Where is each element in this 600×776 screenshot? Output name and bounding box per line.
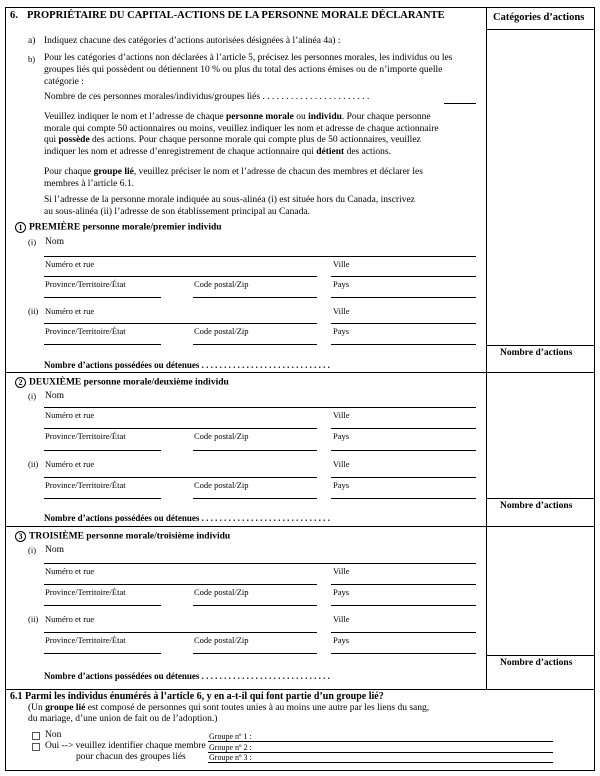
entity-1-shares-label: Nombre d’actions possédées ou détenues . . . . . . . . . . . . . . . . . . . . . . . . . . . . .: [44, 360, 330, 370]
entity-3-code-label: Code postal/Zip: [194, 587, 249, 597]
entity-3-pays-label: Pays: [333, 587, 350, 597]
entity-1-province2-field[interactable]: [44, 344, 161, 345]
groupe1-field[interactable]: [208, 741, 553, 742]
entity-3-pays-field[interactable]: [331, 605, 476, 606]
non-label: Non: [45, 730, 62, 740]
categories-header: Catégories d’actions: [493, 12, 585, 23]
entity-3-rue2-label: Numéro et rue: [45, 614, 95, 624]
entity-1-ii-marker: (ii): [28, 306, 39, 316]
section-61-line3: du mariage, d’une union de fait ou de l’adoption.): [28, 714, 218, 724]
entity-2-shares-divider: [486, 498, 595, 499]
entity-1-province2-label: Province/Territoire/État: [45, 326, 126, 336]
entity-3-bottom: [5, 689, 595, 690]
entity-3-ville-field[interactable]: [331, 584, 476, 585]
oui-label-line2: pour chacun des groupes liés: [76, 752, 186, 762]
entity-3-pays2-field[interactable]: [331, 653, 476, 654]
entity-1-rue2-field[interactable]: [44, 323, 317, 324]
entity-3-nom-field[interactable]: [44, 563, 476, 564]
entity-2-ville-label: Ville: [333, 410, 350, 420]
entity-3-ville-label: Ville: [333, 566, 350, 576]
entity-2-shares-label: Nombre d’actions possédées ou détenues . . . . . . . . . . . . . . . . . . . . . . . . . . . . .: [44, 513, 330, 523]
entity-2-code-field[interactable]: [193, 450, 317, 451]
entity-1-ville-field[interactable]: [331, 276, 476, 277]
entity-1-rue-label: Numéro et rue: [45, 259, 95, 269]
item-b-line1: Pour les catégories d’actions non déclarées à l’article 5, précisez les personnes morales, les individus ou les: [44, 53, 453, 63]
entity-1-shares-divider: [486, 345, 595, 346]
entity-2-ii-marker: (ii): [28, 459, 39, 469]
section-61-line2: (Un groupe lié est composé de personnes qui sont toutes unies à au moins une autre par les liens du sang,: [28, 703, 430, 713]
groupe2-label: Groupe nº 2 :: [209, 743, 252, 752]
entity-3-ville2-label: Ville: [333, 614, 350, 624]
entity-3-province2-field[interactable]: [44, 653, 161, 654]
entity-2-rue2-field[interactable]: [44, 477, 317, 478]
entity-2-rue2-label: Numéro et rue: [45, 459, 95, 469]
entity-2-province2-field[interactable]: [44, 498, 161, 499]
entity-2-nom-field[interactable]: [44, 407, 476, 408]
item-b-line2: groupes liés qui possèdent ou détiennent 10 % ou plus du total des actions émises ou de n’importe quelle: [44, 65, 443, 75]
entity-1-ville-label: Ville: [333, 259, 350, 269]
entity-1-nom-field[interactable]: [44, 256, 476, 257]
entity-2-rue-field[interactable]: [44, 428, 317, 429]
entity-1-rue2-label: Numéro et rue: [45, 306, 95, 316]
entity-1-province-field[interactable]: [44, 297, 161, 298]
entity-1-title: 1 PREMIÈRE personne morale/premier individu: [15, 222, 222, 234]
entity-2-bottom: [5, 526, 595, 527]
entity-1-bottom: [5, 372, 595, 373]
instructions-para2: Pour chaque groupe lié, veuillez préciser le nom et l’adresse de chacun des membres et déclarer les membres à l’article 6.1.: [44, 167, 423, 189]
instructions-para1: Veuillez indiquer le nom et l’adresse de chaque personne morale ou individu. Pour chaque personne morale qui compte 50 actionnaires ou moins, veuillez indiquer les nom et adresse de chaque actionnaire qui possède des actions. Pour chaque personne morale qui compte plus de 50 actionnaires, veuillez indiquer les nom et adresse d’enregistrement de chaque actionnaire qui détient des actions.: [44, 112, 439, 157]
entity-1-pays2-label: Pays: [333, 326, 350, 336]
entity-2-province-field[interactable]: [44, 450, 161, 451]
entity-3-shares-label: Nombre d’actions possédées ou détenues . . . . . . . . . . . . . . . . . . . . . . . . . . . . .: [44, 671, 330, 681]
item-b-count-field[interactable]: [444, 103, 476, 104]
entity-3-rue-label: Numéro et rue: [45, 566, 95, 576]
entity-2-pays2-field[interactable]: [331, 498, 476, 499]
instructions-para3: Si l’adresse de la personne morale indiquée au sous-alinéa (i) est située hors du Canada, inscrivez au sous-alinéa (ii) l’adresse de son établissement principal au Canada.: [44, 195, 415, 217]
entity-3-nom-label: Nom: [45, 545, 64, 555]
categories-column-divider: [486, 7, 487, 690]
non-checkbox[interactable]: [32, 732, 40, 740]
circled-number-icon: 3: [15, 531, 26, 542]
groupe2-field[interactable]: [208, 752, 553, 753]
oui-label: Oui --> veuillez identifier chaque membre: [45, 741, 206, 751]
entity-3-ii-marker: (ii): [28, 614, 39, 624]
item-b-marker: b): [28, 54, 36, 64]
entity-3-pays2-label: Pays: [333, 635, 350, 645]
entity-2-code2-field[interactable]: [193, 498, 317, 499]
categories-header-divider: [486, 29, 595, 30]
entity-2-ville2-label: Ville: [333, 459, 350, 469]
entity-3-title: 3 TROISIÈME personne morale/troisième individu: [15, 531, 230, 543]
entity-1-code-field[interactable]: [193, 297, 317, 298]
circled-number-icon: 2: [15, 377, 26, 388]
entity-1-rue-field[interactable]: [44, 276, 317, 277]
entity-2-pays-label: Pays: [333, 431, 350, 441]
entity-1-pays2-field[interactable]: [331, 344, 476, 345]
entity-1-code-label: Code postal/Zip: [194, 279, 249, 289]
item-b-line3: catégorie :: [44, 77, 84, 87]
entity-1-ville2-field[interactable]: [331, 323, 476, 324]
entity-1-province-label: Province/Territoire/État: [45, 279, 126, 289]
entity-1-nom-label: Nom: [45, 237, 64, 247]
groupe1-label: Groupe nº 1 :: [209, 732, 252, 741]
section-title: PROPRIÉTAIRE DU CAPITAL-ACTIONS DE LA PERSONNE MORALE DÉCLARANTE: [27, 10, 445, 21]
entity-2-ville2-field[interactable]: [331, 477, 476, 478]
item-a-text: Indiquez chacune des catégories d’actions autorisées désignées à l’alinéa 4a) :: [44, 36, 341, 46]
entity-2-code-label: Code postal/Zip: [194, 431, 249, 441]
entity-3-shares-header: Nombre d’actions: [500, 658, 573, 668]
entity-2-province2-label: Province/Territoire/État: [45, 480, 126, 490]
entity-3-rue2-field[interactable]: [44, 632, 317, 633]
entity-3-code2-label: Code postal/Zip: [194, 635, 249, 645]
entity-3-code-field[interactable]: [193, 605, 317, 606]
groupe3-field[interactable]: [208, 762, 553, 763]
entity-1-ville2-label: Ville: [333, 306, 350, 316]
entity-3-rue-field[interactable]: [44, 584, 317, 585]
entity-2-province-label: Province/Territoire/État: [45, 431, 126, 441]
item-a-marker: a): [28, 36, 36, 46]
entity-1-shares-header: Nombre d’actions: [500, 348, 573, 358]
entity-1-code2-field[interactable]: [193, 344, 317, 345]
oui-checkbox[interactable]: [32, 743, 40, 751]
entity-1-pays-field[interactable]: [331, 297, 476, 298]
entity-3-ville2-field[interactable]: [331, 632, 476, 633]
entity-2-ville-field[interactable]: [331, 428, 476, 429]
item-b-count-label: Nombre de ces personnes morales/individus/groupes liés . . . . . . . . . . . . . . . . . . . . . . .: [44, 92, 370, 102]
section-number: 6.: [10, 10, 18, 21]
entity-2-rue-label: Numéro et rue: [45, 410, 95, 420]
entity-2-nom-label: Nom: [45, 391, 64, 401]
groupe3-label: Groupe nº 3 :: [209, 753, 252, 762]
circled-number-icon: 1: [15, 222, 26, 233]
entity-2-code2-label: Code postal/Zip: [194, 480, 249, 490]
entity-1-code2-label: Code postal/Zip: [194, 326, 249, 336]
entity-3-province-label: Province/Territoire/État: [45, 587, 126, 597]
entity-3-province2-label: Province/Territoire/État: [45, 635, 126, 645]
entity-2-shares-header: Nombre d’actions: [500, 501, 573, 511]
entity-2-pays-field[interactable]: [331, 450, 476, 451]
entity-3-shares-divider: [486, 655, 595, 656]
section-61-title: 6.1 Parmi les individus énumérés à l’article 6, y en a-t-il qui font partie d’un groupe lié?: [10, 691, 384, 702]
entity-1-i-marker: (i): [28, 237, 37, 247]
entity-3-province-field[interactable]: [44, 605, 161, 606]
entity-2-title: 2 DEUXIÈME personne morale/deuxième individu: [15, 377, 229, 389]
entity-1-pays-label: Pays: [333, 279, 350, 289]
entity-3-i-marker: (i): [28, 545, 37, 555]
entity-3-code2-field[interactable]: [193, 653, 317, 654]
entity-2-i-marker: (i): [28, 391, 37, 401]
entity-2-pays2-label: Pays: [333, 480, 350, 490]
